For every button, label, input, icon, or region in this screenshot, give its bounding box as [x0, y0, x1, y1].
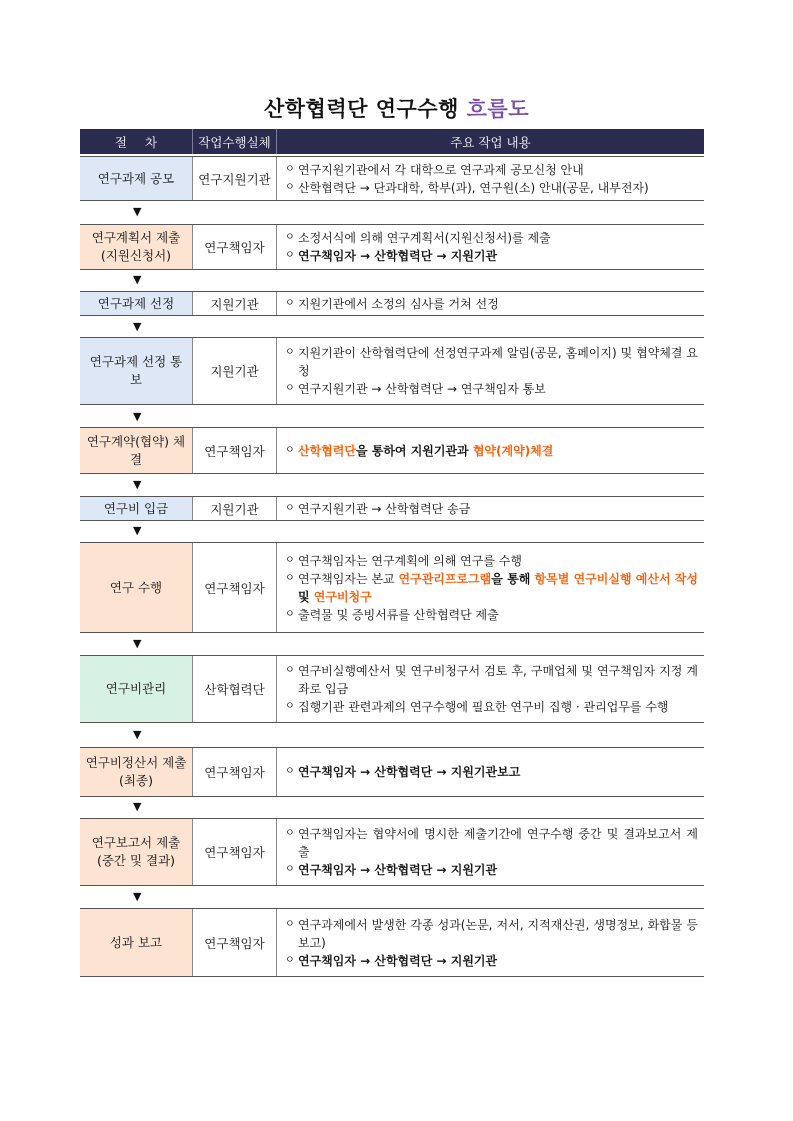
step-label: 연구비정산서 제출 (최종): [85, 755, 187, 788]
actor-label: 연구책임자: [204, 240, 265, 255]
content-text: [298, 952, 698, 970]
bullet-icon: ㅇ: [285, 828, 295, 839]
step-label: 연구비 입금: [103, 500, 169, 516]
bullet-icon: ㅇ: [285, 701, 295, 712]
text-segment: 연구지원기관 → 산학협력단 → 연구책임자 통보: [298, 382, 546, 396]
bullet-icon: ㅇ: [285, 954, 295, 966]
bullet-icon: ㅇ: [285, 163, 295, 175]
actor-cell: [193, 428, 277, 473]
content-cell: [277, 428, 704, 473]
actor-label: 산학협력단: [204, 682, 265, 697]
down-arrow-icon: ▼: [133, 800, 142, 813]
title-main: 산학협력단 연구수행: [263, 97, 459, 121]
actor-cell: [193, 338, 277, 404]
content-item: [285, 698, 698, 716]
actor-label: 연구책임자: [204, 443, 265, 459]
bullet-icon: ㅇ: [285, 181, 295, 193]
content-text: [298, 606, 698, 624]
content-item: [285, 380, 698, 398]
content-item: [285, 161, 698, 179]
content-text: [298, 161, 698, 179]
bullet-icon: ㅇ: [285, 918, 295, 930]
step-cell: [80, 543, 193, 632]
content-text: [298, 442, 698, 460]
content-item: [285, 179, 698, 197]
content-text: [298, 570, 698, 606]
flow-row: [80, 655, 704, 723]
step-label: 연구계약(협약) 체결: [86, 433, 186, 467]
content-cell: [277, 909, 704, 976]
content-item: [285, 763, 698, 781]
flow-row: [80, 542, 704, 633]
content-cell: [277, 819, 704, 885]
actor-cell: [193, 225, 277, 269]
content-item: [285, 344, 698, 380]
bullet-icon: ㅇ: [285, 444, 295, 456]
down-arrow-icon: ▼: [133, 478, 142, 491]
bullet-icon: ㅇ: [285, 766, 295, 777]
bullet-icon: ㅇ: [285, 572, 295, 584]
flow-row: [80, 337, 704, 405]
content-cell: [277, 338, 704, 404]
text-segment: 연구책임자는 협약서에 명시한 제출기간에 연구수행 중간 및 결과보고서 제출: [298, 827, 698, 859]
step-label: 연구과제 공모: [97, 170, 175, 186]
step-cell: [80, 338, 193, 404]
flow-row: [80, 427, 704, 474]
text-segment: 산학협력단: [298, 443, 356, 458]
header-actor: 작업수행실체: [193, 129, 277, 154]
text-segment: 연구과제에서 발생한 각종 성과(논문, 저서, 지적재산권, 생명정보, 화합물 등 보고): [298, 917, 698, 950]
actor-label: 연구책임자: [204, 935, 265, 951]
bullet-icon: ㅇ: [285, 232, 295, 243]
down-arrow-icon: ▼: [133, 205, 142, 218]
text-segment: 연구책임자 → 산학협력단 → 지원기관: [298, 953, 498, 968]
actor-cell: [193, 819, 277, 885]
actor-label: 지원기관: [210, 364, 259, 379]
bullet-icon: ㅇ: [285, 864, 295, 875]
title-highlight: 흐름도: [466, 97, 530, 121]
content-text: [298, 179, 698, 197]
content-item: [285, 662, 698, 698]
bullet-icon: ㅇ: [285, 383, 295, 394]
content-text: [298, 380, 698, 398]
text-segment: 연구관리프로그램: [398, 571, 492, 586]
content-cell: [277, 292, 704, 315]
content-item: [285, 552, 698, 570]
actor-cell: [193, 748, 277, 796]
flow-row: [80, 291, 704, 316]
content-item: [285, 916, 698, 952]
content-cell: [277, 748, 704, 796]
step-cell: [80, 157, 193, 200]
content-cell: [277, 543, 704, 632]
text-segment: 연구비청구: [313, 589, 372, 604]
text-segment: 연구비실행예산서 및 연구비청구서 검토 후, 구매업체 및 연구책임자 지정 계좌로 입금: [298, 664, 698, 696]
content-item: [285, 247, 698, 265]
content-item: [285, 500, 698, 518]
content-cell: [277, 157, 704, 200]
content-text: [298, 662, 698, 698]
down-arrow-icon: ▼: [133, 273, 142, 286]
text-segment: 연구지원기관에서 각 대학으로 연구과제 공모신청 안내: [298, 162, 584, 177]
text-segment: 연구책임자는 본교: [298, 571, 399, 586]
content-item: [285, 442, 698, 460]
content-text: [298, 861, 698, 879]
content-item: [285, 861, 698, 879]
content-item: [285, 952, 698, 970]
text-segment: 항목별 연구비실행 예산서 작성: [534, 571, 698, 586]
actor-cell: [193, 157, 277, 200]
flow-row: [80, 908, 704, 977]
actor-label: 연구책임자: [204, 765, 265, 780]
content-text: [298, 247, 698, 265]
text-segment: 지원기관이 산학협력단에 선정연구과제 알림(공문, 홈페이지) 및 협약체결 요청: [298, 346, 698, 378]
actor-label: 지원기관: [210, 296, 259, 312]
content-item: [285, 825, 698, 861]
text-segment: 및: [298, 589, 314, 604]
text-segment: 산학협력단 → 단과대학, 학부(과), 연구원(소) 안내(공문, 내부전자): [298, 180, 649, 195]
actor-cell: [193, 497, 277, 520]
content-item: [285, 229, 698, 247]
text-segment: 연구책임자는 연구계획에 의해 연구를 수행: [298, 553, 522, 568]
step-label: 연구비관리: [105, 681, 167, 696]
content-text: [298, 698, 698, 716]
content-cell: [277, 497, 704, 520]
text-segment: 소정서식에 의해 연구계획서(지원신청서)를 제출: [298, 231, 551, 245]
bullet-icon: ㅇ: [285, 250, 295, 261]
bullet-icon: ㅇ: [285, 502, 295, 514]
flow-row: [80, 156, 704, 201]
bullet-icon: ㅇ: [285, 608, 295, 620]
down-arrow-icon: ▼: [133, 524, 142, 537]
content-text: [298, 344, 698, 380]
content-text: [298, 295, 698, 313]
step-cell: [80, 497, 193, 520]
content-text: [298, 500, 698, 518]
text-segment: 지원기관에서 소정의 심사를 거쳐 선정: [298, 296, 499, 311]
text-segment: 연구책임자 → 산학협력단 → 지원기관보고: [298, 765, 521, 779]
text-segment: 연구책임자 → 산학협력단 → 지원기관: [298, 249, 498, 263]
bullet-icon: ㅇ: [285, 347, 295, 358]
page-title: [0, 93, 793, 123]
step-label: 연구과제 선정: [97, 295, 175, 311]
flow-row: [80, 224, 704, 270]
bullet-icon: ㅇ: [285, 554, 295, 566]
down-arrow-icon: ▼: [133, 637, 142, 650]
flow-row: [80, 818, 704, 886]
bullet-icon: ㅇ: [285, 665, 295, 676]
step-label: 연구과제 선정 통보: [89, 354, 183, 387]
step-cell: [80, 225, 193, 269]
text-segment: 을 통해: [491, 571, 535, 586]
actor-cell: [193, 292, 277, 315]
text-segment: 출력물 및 증빙서류를 산학협력단 제출: [298, 607, 499, 622]
actor-label: 연구지원기관: [198, 171, 271, 187]
bullet-icon: ㅇ: [285, 297, 295, 309]
content-text: [298, 825, 698, 861]
step-cell: [80, 909, 193, 976]
content-item: [285, 606, 698, 624]
header-step: 절차: [80, 129, 193, 154]
actor-label: 연구책임자: [204, 580, 265, 596]
actor-cell: [193, 656, 277, 722]
step-label: 성과 보고: [109, 934, 163, 950]
content-text: [298, 552, 698, 570]
text-segment: 집행기관 관련과제의 연구수행에 필요한 연구비 집행 · 관리업무를 수행: [298, 700, 669, 714]
step-cell: [80, 428, 193, 473]
flow-row: [80, 496, 704, 521]
content-item: [285, 570, 698, 606]
text-segment: 협약(계약)체결: [472, 443, 554, 458]
down-arrow-icon: ▼: [133, 320, 142, 333]
step-cell: [80, 748, 193, 796]
actor-cell: [193, 543, 277, 632]
table-header: [80, 129, 704, 154]
step-cell: [80, 656, 193, 722]
content-cell: [277, 225, 704, 269]
content-text: [298, 229, 698, 247]
down-arrow-icon: ▼: [133, 410, 142, 423]
header-content: 주요 작업 내용: [450, 134, 531, 150]
content-text: [298, 916, 698, 952]
text-segment: 연구지원기관 → 산학협력단 송금: [298, 501, 471, 516]
step-label: 연구보고서 제출 (중간 및 결과): [91, 835, 181, 868]
text-segment: 을 통하여 지원기관과: [355, 443, 473, 458]
step-label: 연구계획서 제출 (지원신청서): [91, 230, 181, 263]
step-cell: [80, 292, 193, 315]
down-arrow-icon: ▼: [133, 890, 142, 903]
content-cell: [277, 656, 704, 722]
actor-cell: [193, 909, 277, 976]
down-arrow-icon: ▼: [133, 728, 142, 741]
content-text: [298, 763, 698, 781]
text-segment: 연구책임자 → 산학협력단 → 지원기관: [298, 863, 498, 877]
step-cell: [80, 819, 193, 885]
flow-row: [80, 747, 704, 797]
step-label: 연구 수행: [109, 579, 163, 595]
actor-label: 지원기관: [210, 501, 259, 517]
content-item: [285, 295, 698, 313]
actor-label: 연구책임자: [204, 845, 265, 860]
